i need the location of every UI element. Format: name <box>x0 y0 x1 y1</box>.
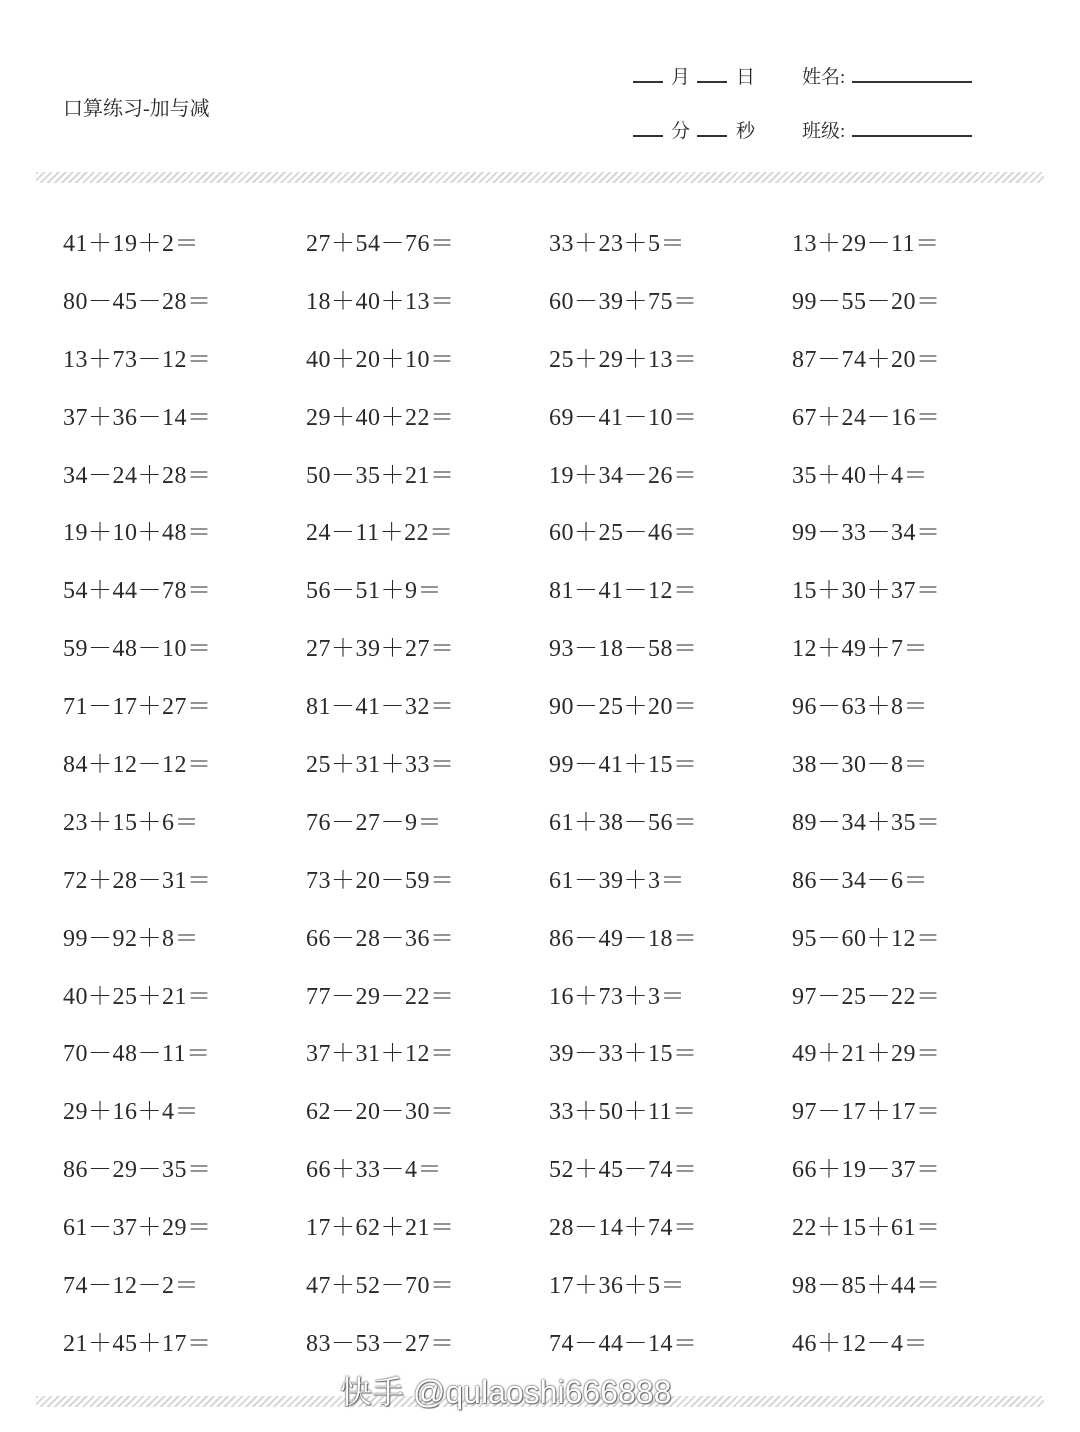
problem-item: 66＋19－37＝ <box>792 1157 941 1184</box>
minute-blank <box>633 117 663 147</box>
problem-item: 24－11＋22＝ <box>306 520 454 547</box>
problem-row <box>63 273 1035 331</box>
problem-item: 22＋15＋61＝ <box>792 1215 941 1242</box>
problem-row <box>63 1141 1035 1199</box>
problem-item: 59－48－10＝ <box>63 636 212 663</box>
minute-label: 分 <box>671 121 691 142</box>
problem-item: 99－55－20＝ <box>792 288 941 315</box>
problem-item: 52＋45－74＝ <box>549 1157 698 1184</box>
problem-item: 47＋52－70＝ <box>306 1273 455 1300</box>
problem-item: 77－29－22＝ <box>306 983 455 1010</box>
problem-item: 33＋50＋11＝ <box>549 1099 697 1126</box>
problem-item: 90－25＋20＝ <box>549 694 698 721</box>
class-label: 班级: <box>802 121 846 142</box>
problem-row <box>63 1025 1035 1083</box>
problem-item: 23＋15＋6＝ <box>63 809 199 836</box>
problem-item: 60－39＋75＝ <box>549 288 698 315</box>
problem-item: 84＋12－12＝ <box>63 752 212 779</box>
problem-item: 72＋28－31＝ <box>63 867 212 894</box>
problem-item: 96－63＋8＝ <box>792 694 928 721</box>
class-blank <box>852 117 972 147</box>
problem-row <box>63 910 1035 968</box>
problem-item: 80－45－28＝ <box>63 288 212 315</box>
problem-item: 87－74＋20＝ <box>792 346 941 373</box>
day-label: 日 <box>736 67 756 88</box>
problem-item: 16＋73＋3＝ <box>549 983 685 1010</box>
problem-item: 25＋31＋33＝ <box>306 752 455 779</box>
top-divider <box>36 172 1044 183</box>
worksheet-title: 口算练习-加与减 <box>63 98 210 120</box>
problem-item: 99－92＋8＝ <box>63 925 199 952</box>
problem-row <box>63 1315 1035 1373</box>
problem-item: 99－33－34＝ <box>792 520 941 547</box>
problem-item: 35＋40＋4＝ <box>792 462 928 489</box>
problem-row <box>63 968 1035 1026</box>
problem-item: 86－29－35＝ <box>63 1157 212 1184</box>
problem-item: 41＋19＋2＝ <box>63 231 199 257</box>
problem-item: 61－37＋29＝ <box>63 1215 212 1242</box>
problem-item: 71－17＋27＝ <box>63 694 212 721</box>
problem-item: 46＋12－4＝ <box>792 1330 928 1357</box>
problem-row <box>63 794 1035 852</box>
problem-item: 70－48－11＝ <box>63 1041 211 1068</box>
problem-item: 40＋25＋21＝ <box>63 983 212 1010</box>
problem-item: 33＋23＋5＝ <box>549 231 685 257</box>
problem-item: 97－25－22＝ <box>792 983 941 1010</box>
problem-row <box>63 331 1035 389</box>
problem-item: 81－41－32＝ <box>306 694 455 721</box>
problem-item: 18＋40＋13＝ <box>306 288 455 315</box>
problem-item: 93－18－58＝ <box>549 636 698 663</box>
problem-item: 60＋25－46＝ <box>549 520 698 547</box>
problem-item: 97－17＋17＝ <box>792 1099 941 1126</box>
month-label: 月 <box>671 67 691 88</box>
problem-item: 56－51＋9＝ <box>306 578 442 605</box>
problem-item: 17＋36＋5＝ <box>549 1273 685 1300</box>
second-label: 秒 <box>736 121 756 142</box>
second-blank <box>697 117 727 147</box>
problem-row <box>63 852 1035 910</box>
problem-item: 49＋21＋29＝ <box>792 1041 941 1068</box>
problem-row <box>63 620 1035 678</box>
problem-row <box>63 447 1035 505</box>
problem-item: 38－30－8＝ <box>792 752 928 779</box>
problem-item: 73＋20－59＝ <box>306 867 455 894</box>
watermark: 快手 @qulaoshi666888 <box>340 1374 672 1410</box>
name-blank <box>852 63 972 93</box>
problem-item: 67＋24－16＝ <box>792 404 941 431</box>
month-blank <box>633 63 663 93</box>
day-blank <box>697 63 727 93</box>
problem-item: 17＋62＋21＝ <box>306 1215 455 1242</box>
problem-item: 74－44－14＝ <box>549 1330 698 1357</box>
problem-item: 66－28－36＝ <box>306 925 455 952</box>
problem-item: 40＋20＋10＝ <box>306 346 455 373</box>
problem-item: 81－41－12＝ <box>549 578 698 605</box>
problem-item: 19＋34－26＝ <box>549 462 698 489</box>
problem-item: 29＋16＋4＝ <box>63 1099 199 1126</box>
problem-item: 25＋29＋13＝ <box>549 346 698 373</box>
problem-item: 95－60＋12＝ <box>792 925 941 952</box>
problem-item: 34－24＋28＝ <box>63 462 212 489</box>
problem-item: 21＋45＋17＝ <box>63 1330 212 1357</box>
problem-item: 50－35＋21＝ <box>306 462 455 489</box>
problem-item: 86－34－6＝ <box>792 867 928 894</box>
problem-item: 13＋73－12＝ <box>63 346 212 373</box>
problem-item: 89－34＋35＝ <box>792 809 941 836</box>
problem-item: 28－14＋74＝ <box>549 1215 698 1242</box>
problem-item: 62－20－30＝ <box>306 1099 455 1126</box>
problem-item: 61＋38－56＝ <box>549 809 698 836</box>
problem-item: 54＋44－78＝ <box>63 578 212 605</box>
problem-row <box>63 562 1035 620</box>
problem-row <box>63 215 1035 273</box>
problem-item: 39－33＋15＝ <box>549 1041 698 1068</box>
problem-item: 27＋54－76＝ <box>306 231 455 257</box>
problem-item: 69－41－10＝ <box>549 404 698 431</box>
problem-row <box>63 1199 1035 1257</box>
problem-grid <box>63 215 1035 1373</box>
problem-item: 37＋31＋12＝ <box>306 1041 455 1068</box>
problem-item: 12＋49＋7＝ <box>792 636 928 663</box>
problem-item: 86－49－18＝ <box>549 925 698 952</box>
problem-item: 19＋10＋48＝ <box>63 520 212 547</box>
problem-row <box>63 736 1035 794</box>
problem-item: 61－39＋3＝ <box>549 867 685 894</box>
problem-item: 74－12－2＝ <box>63 1273 199 1300</box>
problem-row <box>63 1257 1035 1315</box>
problem-item: 98－85＋44＝ <box>792 1273 941 1300</box>
problem-row <box>63 678 1035 736</box>
problem-item: 15＋30＋37＝ <box>792 578 941 605</box>
problem-item: 37＋36－14＝ <box>63 404 212 431</box>
problem-row <box>63 389 1035 447</box>
problem-item: 66＋33－4＝ <box>306 1157 442 1184</box>
name-label: 姓名: <box>802 67 846 88</box>
problem-item: 99－41＋15＝ <box>549 752 698 779</box>
problem-item: 83－53－27＝ <box>306 1330 455 1357</box>
problem-item: 27＋39＋27＝ <box>306 636 455 663</box>
problem-item: 29＋40＋22＝ <box>306 404 455 431</box>
problem-row <box>63 1083 1035 1141</box>
problem-item: 76－27－9＝ <box>306 809 442 836</box>
problem-item: 13＋29－11＝ <box>792 231 940 257</box>
problem-row <box>63 504 1035 562</box>
